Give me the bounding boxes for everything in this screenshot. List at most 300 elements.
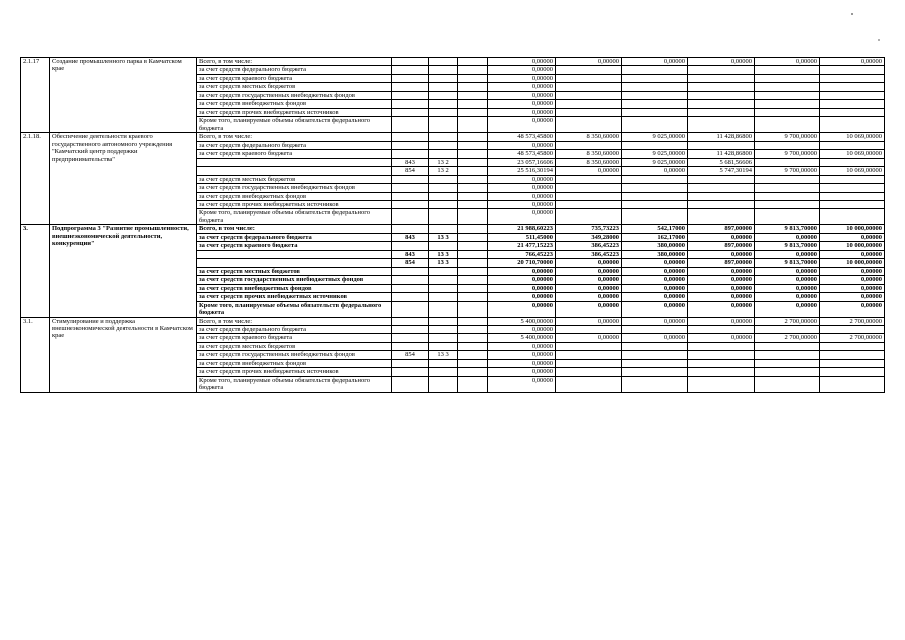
amount-year-2: 0,00000 (622, 259, 688, 267)
amount-year-3 (688, 326, 755, 334)
grbs-code (392, 66, 429, 74)
funding-source-label (197, 259, 392, 267)
amount-year-2: 0,00000 (622, 293, 688, 301)
amount-year-2: 380,00000 (622, 250, 688, 258)
section-title: Обеспечение деятельности краевого государственного автономного учреждения "Камчатский центр поддержки предпринимательства" (50, 133, 197, 225)
program-code (429, 192, 458, 200)
amount-year-4: 2 700,00000 (755, 334, 820, 342)
amount-year-3 (688, 351, 755, 359)
grbs-code (392, 58, 429, 66)
amount-year-5: 0,00000 (820, 233, 885, 241)
amount-year-3: 5 681,56606 (688, 158, 755, 166)
empty-code-cell (458, 301, 488, 317)
amount-total: 0,00000 (488, 58, 556, 66)
amount-total: 0,00000 (488, 192, 556, 200)
empty-code-cell (458, 108, 488, 116)
empty-code-cell (458, 175, 488, 183)
amount-total: 5 400,00000 (488, 334, 556, 342)
amount-year-1 (556, 66, 622, 74)
amount-year-4 (755, 209, 820, 225)
program-code (429, 242, 458, 250)
amount-year-3: 0,00000 (688, 267, 755, 275)
empty-code-cell (458, 74, 488, 82)
program-code (429, 184, 458, 192)
amount-total: 766,45223 (488, 250, 556, 258)
grbs-code (392, 342, 429, 350)
program-code (429, 326, 458, 334)
amount-total: 0,00000 (488, 342, 556, 350)
amount-year-5 (820, 209, 885, 225)
amount-year-1: 349,28000 (556, 233, 622, 241)
amount-year-1: 386,45223 (556, 242, 622, 250)
amount-year-4: 0,00000 (755, 284, 820, 292)
amount-year-3: 897,00000 (688, 259, 755, 267)
amount-year-2: 9 025,00000 (622, 133, 688, 141)
program-code (429, 317, 458, 325)
funding-source-label: за счет средств краевого бюджета (197, 150, 392, 158)
amount-year-1 (556, 91, 622, 99)
empty-code-cell (458, 250, 488, 258)
amount-year-5: 10 000,00000 (820, 259, 885, 267)
amount-year-4 (755, 83, 820, 91)
empty-code-cell (458, 167, 488, 175)
amount-year-5 (820, 351, 885, 359)
funding-source-label: за счет средств местных бюджетов (197, 267, 392, 275)
amount-year-4: 9 813,70000 (755, 242, 820, 250)
amount-year-4 (755, 117, 820, 133)
amount-year-5 (820, 175, 885, 183)
grbs-code (392, 276, 429, 284)
amount-year-1 (556, 108, 622, 116)
funding-source-label: за счет средств краевого бюджета (197, 74, 392, 82)
amount-year-5 (820, 359, 885, 367)
empty-code-cell (458, 317, 488, 325)
amount-year-4: 9 700,00000 (755, 150, 820, 158)
amount-year-2: 0,00000 (622, 58, 688, 66)
amount-year-4 (755, 158, 820, 166)
amount-year-5 (820, 200, 885, 208)
amount-year-1: 0,00000 (556, 276, 622, 284)
grbs-code (392, 242, 429, 250)
amount-year-3: 11 428,86800 (688, 133, 755, 141)
grbs-code: 854 (392, 167, 429, 175)
funding-source-label: за счет средств местных бюджетов (197, 83, 392, 91)
amount-year-5: 0,00000 (820, 276, 885, 284)
amount-year-2: 0,00000 (622, 276, 688, 284)
grbs-code (392, 267, 429, 275)
program-code (429, 74, 458, 82)
amount-total: 21 988,60223 (488, 225, 556, 233)
program-code (429, 284, 458, 292)
section-number: 3.1. (21, 317, 50, 392)
amount-year-3: 11 428,86800 (688, 150, 755, 158)
amount-year-2 (622, 117, 688, 133)
section-title: Подпрограмма 3 "Развитие промышленности, внешнеэкономической деятельности, конкуренции" (50, 225, 197, 317)
amount-total: 0,00000 (488, 100, 556, 108)
grbs-code (392, 376, 429, 392)
amount-year-1 (556, 192, 622, 200)
amount-year-5: 2 700,00000 (820, 317, 885, 325)
amount-year-1: 0,00000 (556, 284, 622, 292)
amount-year-4 (755, 184, 820, 192)
grbs-code (392, 209, 429, 225)
program-code (429, 83, 458, 91)
amount-year-3: 5 747,30194 (688, 167, 755, 175)
amount-year-1: 8 350,60000 (556, 133, 622, 141)
amount-year-5: 2 700,00000 (820, 334, 885, 342)
program-code (429, 108, 458, 116)
program-code (429, 359, 458, 367)
amount-year-2: 9 025,00000 (622, 150, 688, 158)
amount-year-2 (622, 359, 688, 367)
funding-source-label: за счет средств федерального бюджета (197, 141, 392, 149)
program-code: 13 2 (429, 167, 458, 175)
amount-year-4: 0,00000 (755, 301, 820, 317)
grbs-code: 843 (392, 250, 429, 258)
amount-year-2 (622, 74, 688, 82)
amount-year-1: 0,00000 (556, 58, 622, 66)
amount-total: 0,00000 (488, 359, 556, 367)
amount-total: 48 573,45800 (488, 133, 556, 141)
amount-year-4: 0,00000 (755, 250, 820, 258)
funding-source-label: за счет средств внебюджетных фондов (197, 284, 392, 292)
amount-year-1: 8 350,60000 (556, 158, 622, 166)
grbs-code (392, 184, 429, 192)
amount-year-2 (622, 342, 688, 350)
amount-year-4: 9 700,00000 (755, 167, 820, 175)
amount-year-1: 0,00000 (556, 267, 622, 275)
funding-source-label: за счет средств государственных внебюджетных фондов (197, 184, 392, 192)
amount-year-3 (688, 175, 755, 183)
amount-year-4 (755, 66, 820, 74)
empty-code-cell (458, 133, 488, 141)
empty-code-cell (458, 83, 488, 91)
empty-code-cell (458, 242, 488, 250)
amount-total: 0,00000 (488, 117, 556, 133)
amount-total: 0,00000 (488, 66, 556, 74)
amount-year-1: 0,00000 (556, 334, 622, 342)
empty-code-cell (458, 225, 488, 233)
funding-source-label: за счет средств внебюджетных фондов (197, 100, 392, 108)
section-title: Стимулирование и поддержка внешнеэкономической деятельности в Камчатском крае (50, 317, 197, 392)
amount-year-1 (556, 83, 622, 91)
amount-year-2 (622, 100, 688, 108)
section-number: 2.1.17 (21, 58, 50, 133)
amount-year-2 (622, 326, 688, 334)
amount-total: 0,00000 (488, 276, 556, 284)
program-code (429, 293, 458, 301)
amount-year-4: 9 700,00000 (755, 133, 820, 141)
grbs-code (392, 359, 429, 367)
amount-year-5 (820, 83, 885, 91)
amount-year-1 (556, 342, 622, 350)
amount-year-1: 0,00000 (556, 167, 622, 175)
amount-total: 20 710,70000 (488, 259, 556, 267)
amount-year-2 (622, 209, 688, 225)
program-code: 13 3 (429, 233, 458, 241)
amount-year-5 (820, 141, 885, 149)
amount-year-2: 162,17000 (622, 233, 688, 241)
funding-source-label (197, 250, 392, 258)
grbs-code: 843 (392, 158, 429, 166)
grbs-code (392, 317, 429, 325)
program-code (429, 200, 458, 208)
empty-code-cell (458, 293, 488, 301)
amount-year-2 (622, 200, 688, 208)
program-code (429, 175, 458, 183)
amount-year-2: 380,00000 (622, 242, 688, 250)
amount-year-2 (622, 83, 688, 91)
funding-source-label: за счет средств местных бюджетов (197, 342, 392, 350)
amount-year-3 (688, 91, 755, 99)
budget-document (20, 57, 884, 393)
amount-year-2: 0,00000 (622, 317, 688, 325)
grbs-code (392, 141, 429, 149)
table-row (21, 317, 885, 325)
empty-code-cell (458, 276, 488, 284)
amount-year-5: 10 000,00000 (820, 225, 885, 233)
amount-year-3 (688, 66, 755, 74)
amount-year-2 (622, 376, 688, 392)
empty-code-cell (458, 192, 488, 200)
empty-code-cell (458, 117, 488, 133)
amount-year-3: 0,00000 (688, 284, 755, 292)
amount-year-5 (820, 91, 885, 99)
amount-year-4: 0,00000 (755, 276, 820, 284)
empty-code-cell (458, 359, 488, 367)
amount-year-1 (556, 376, 622, 392)
empty-code-cell (458, 100, 488, 108)
program-code (429, 133, 458, 141)
amount-year-5 (820, 192, 885, 200)
empty-code-cell (458, 326, 488, 334)
amount-year-3 (688, 108, 755, 116)
amount-year-3 (688, 83, 755, 91)
amount-year-2: 9 025,00000 (622, 158, 688, 166)
amount-year-3 (688, 141, 755, 149)
funding-source-label (197, 167, 392, 175)
amount-year-1 (556, 141, 622, 149)
program-code (429, 301, 458, 317)
empty-code-cell (458, 368, 488, 376)
program-code (429, 100, 458, 108)
funding-source-label (197, 158, 392, 166)
table-row (21, 58, 885, 66)
funding-source-label: Кроме того, планируемые объемы обязательств федерального бюджета (197, 117, 392, 133)
amount-year-5 (820, 108, 885, 116)
amount-total: 0,00000 (488, 91, 556, 99)
program-code (429, 225, 458, 233)
empty-code-cell (458, 209, 488, 225)
program-code: 13 3 (429, 351, 458, 359)
amount-year-3: 0,00000 (688, 276, 755, 284)
amount-year-5 (820, 158, 885, 166)
amount-year-4 (755, 74, 820, 82)
amount-year-4 (755, 376, 820, 392)
amount-total: 0,00000 (488, 293, 556, 301)
amount-total: 0,00000 (488, 376, 556, 392)
section-number: 3. (21, 225, 50, 317)
amount-total: 0,00000 (488, 326, 556, 334)
amount-year-2: 0,00000 (622, 301, 688, 317)
empty-code-cell (458, 233, 488, 241)
program-code: 13 3 (429, 250, 458, 258)
program-code (429, 368, 458, 376)
funding-source-label: Всего, в том числе: (197, 225, 392, 233)
amount-year-4 (755, 359, 820, 367)
amount-year-2 (622, 66, 688, 74)
amount-year-3: 0,00000 (688, 293, 755, 301)
amount-year-5: 10 069,00000 (820, 133, 885, 141)
amount-year-4: 9 813,70000 (755, 259, 820, 267)
table-row (21, 133, 885, 141)
funding-source-label: за счет средств местных бюджетов (197, 175, 392, 183)
amount-total: 23 057,16606 (488, 158, 556, 166)
funding-source-label: Кроме того, планируемые объемы обязательств федерального бюджета (197, 301, 392, 317)
amount-total: 21 477,15223 (488, 242, 556, 250)
empty-code-cell (458, 158, 488, 166)
amount-year-2: 0,00000 (622, 167, 688, 175)
program-code: 13 3 (429, 259, 458, 267)
amount-year-4 (755, 368, 820, 376)
amount-year-5 (820, 100, 885, 108)
funding-source-label: за счет средств краевого бюджета (197, 334, 392, 342)
grbs-code (392, 150, 429, 158)
funding-source-label: за счет средств государственных внебюджетных фондов (197, 91, 392, 99)
empty-code-cell (458, 150, 488, 158)
amount-year-2 (622, 192, 688, 200)
program-code (429, 150, 458, 158)
amount-year-3: 0,00000 (688, 334, 755, 342)
amount-year-5: 10 069,00000 (820, 167, 885, 175)
grbs-code (392, 200, 429, 208)
amount-year-5 (820, 342, 885, 350)
grbs-code (392, 334, 429, 342)
amount-year-1 (556, 368, 622, 376)
grbs-code (392, 74, 429, 82)
program-code (429, 66, 458, 74)
grbs-code (392, 192, 429, 200)
amount-year-4 (755, 326, 820, 334)
amount-total: 0,00000 (488, 200, 556, 208)
amount-year-3 (688, 184, 755, 192)
amount-total: 25 516,30194 (488, 167, 556, 175)
grbs-code (392, 326, 429, 334)
amount-total: 0,00000 (488, 284, 556, 292)
amount-year-1: 8 350,60000 (556, 150, 622, 158)
amount-year-4: 0,00000 (755, 293, 820, 301)
empty-code-cell (458, 267, 488, 275)
amount-year-1 (556, 209, 622, 225)
amount-total: 0,00000 (488, 267, 556, 275)
grbs-code: 854 (392, 351, 429, 359)
empty-code-cell (458, 376, 488, 392)
amount-year-3 (688, 359, 755, 367)
grbs-code (392, 100, 429, 108)
amount-year-5 (820, 66, 885, 74)
amount-year-3: 0,00000 (688, 301, 755, 317)
funding-source-label: Всего, в том числе: (197, 133, 392, 141)
funding-source-label: Кроме того, планируемые объемы обязательств федерального бюджета (197, 209, 392, 225)
empty-code-cell (458, 284, 488, 292)
amount-year-5 (820, 326, 885, 334)
empty-code-cell (458, 334, 488, 342)
amount-year-2 (622, 141, 688, 149)
amount-year-1 (556, 117, 622, 133)
grbs-code (392, 91, 429, 99)
amount-year-4 (755, 342, 820, 350)
scan-speck (878, 39, 880, 41)
grbs-code (392, 175, 429, 183)
amount-year-5: 10 000,00000 (820, 242, 885, 250)
amount-year-5: 0,00000 (820, 58, 885, 66)
funding-source-label: за счет средств прочих внебюджетных источников (197, 200, 392, 208)
amount-year-1 (556, 74, 622, 82)
amount-year-2: 0,00000 (622, 334, 688, 342)
amount-year-1: 0,00000 (556, 259, 622, 267)
amount-year-2: 0,00000 (622, 284, 688, 292)
funding-source-label: за счет средств краевого бюджета (197, 242, 392, 250)
funding-source-label: за счет средств государственных внебюджетных фондов (197, 276, 392, 284)
amount-year-3 (688, 192, 755, 200)
amount-total: 0,00000 (488, 175, 556, 183)
amount-year-3 (688, 200, 755, 208)
amount-year-3: 897,00000 (688, 242, 755, 250)
amount-year-5: 0,00000 (820, 284, 885, 292)
amount-year-4: 0,00000 (755, 267, 820, 275)
funding-source-label: за счет средств прочих внебюджетных источников (197, 293, 392, 301)
amount-year-4: 0,00000 (755, 58, 820, 66)
funding-source-label: Всего, в том числе: (197, 317, 392, 325)
amount-year-3 (688, 368, 755, 376)
amount-year-3 (688, 117, 755, 133)
program-code: 13 2 (429, 158, 458, 166)
program-code (429, 58, 458, 66)
amount-year-3 (688, 74, 755, 82)
empty-code-cell (458, 58, 488, 66)
amount-year-1 (556, 359, 622, 367)
funding-source-label: за счет средств федерального бюджета (197, 233, 392, 241)
amount-year-5 (820, 368, 885, 376)
empty-code-cell (458, 200, 488, 208)
amount-total: 48 573,45800 (488, 150, 556, 158)
amount-year-4: 2 700,00000 (755, 317, 820, 325)
grbs-code (392, 83, 429, 91)
amount-total: 0,00000 (488, 184, 556, 192)
grbs-code (392, 108, 429, 116)
amount-year-4 (755, 175, 820, 183)
table-body (21, 58, 885, 393)
amount-year-2 (622, 108, 688, 116)
funding-source-label: за счет средств федерального бюджета (197, 326, 392, 334)
funding-source-label: за счет средств прочих внебюджетных источников (197, 368, 392, 376)
section-number: 2.1.18. (21, 133, 50, 225)
amount-year-5: 0,00000 (820, 301, 885, 317)
amount-year-3 (688, 100, 755, 108)
program-code (429, 376, 458, 392)
grbs-code (392, 368, 429, 376)
amount-year-1: 0,00000 (556, 317, 622, 325)
empty-code-cell (458, 259, 488, 267)
amount-year-2: 542,17000 (622, 225, 688, 233)
empty-code-cell (458, 91, 488, 99)
funding-source-label: за счет средств прочих внебюджетных источников (197, 108, 392, 116)
amount-total: 0,00000 (488, 209, 556, 225)
amount-year-4 (755, 100, 820, 108)
amount-year-4 (755, 91, 820, 99)
amount-year-5 (820, 74, 885, 82)
amount-total: 511,45000 (488, 233, 556, 241)
